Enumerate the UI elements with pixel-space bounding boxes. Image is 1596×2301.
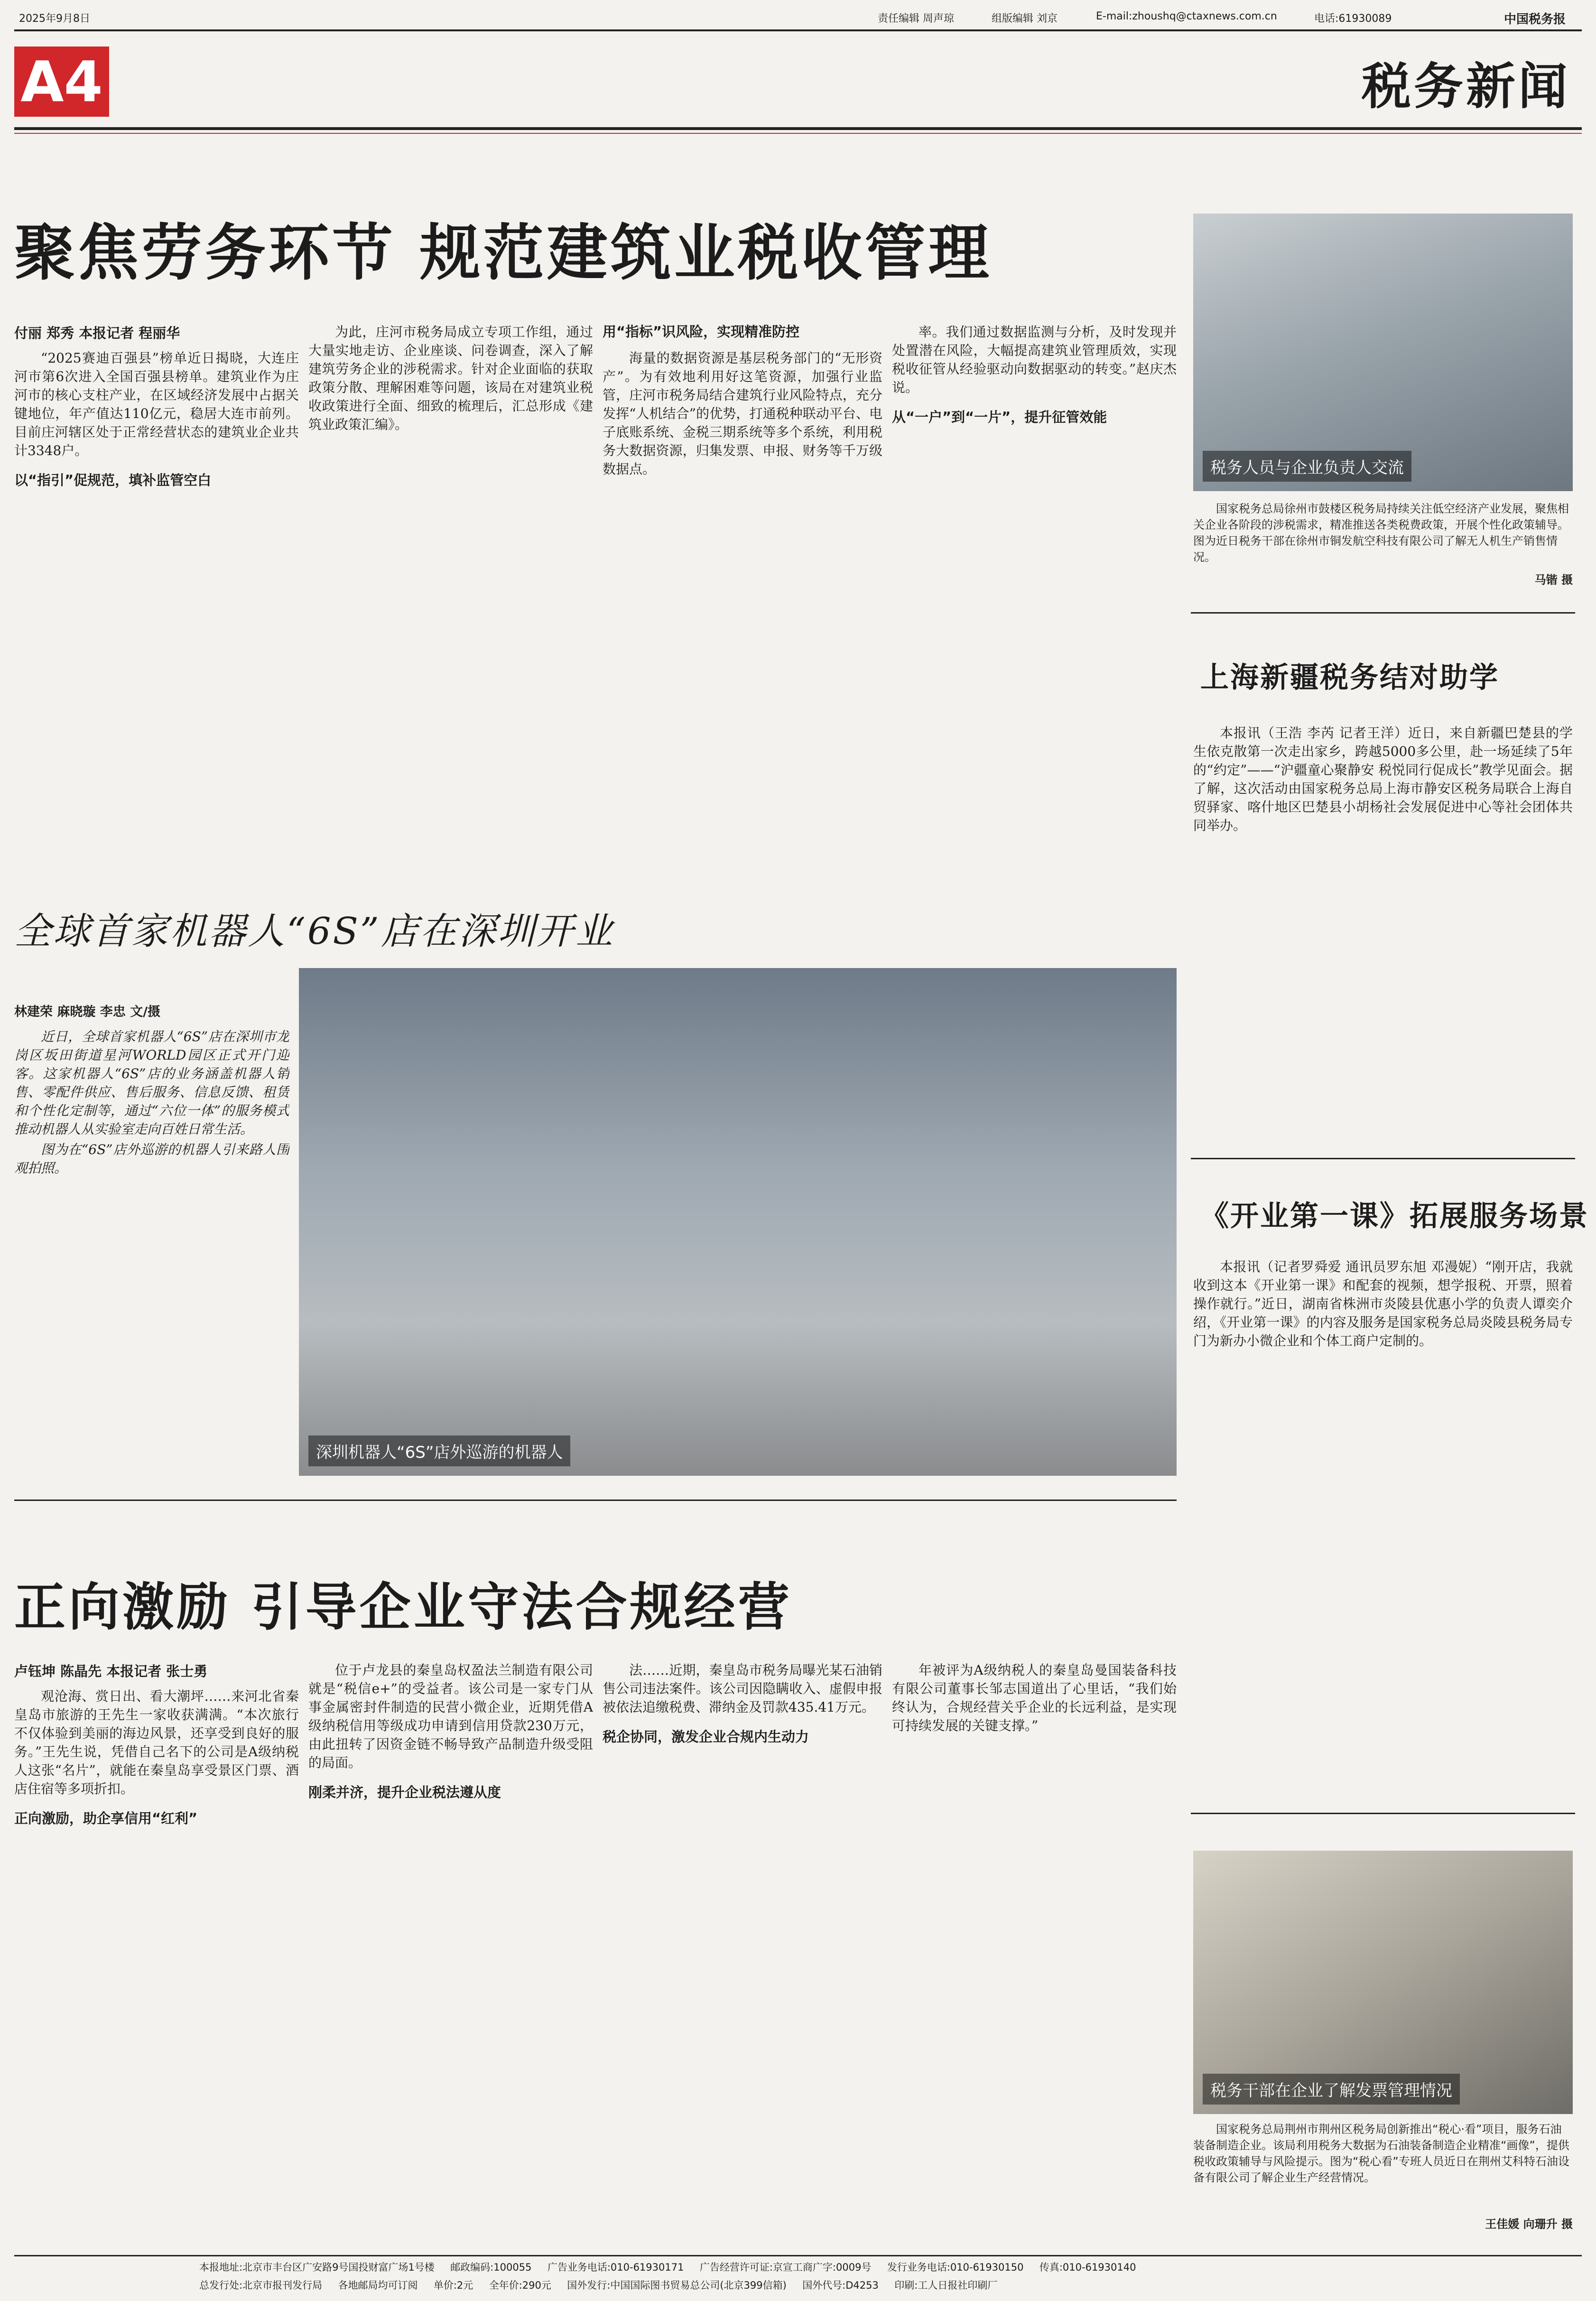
article5-headline: 正向激励 引导企业守法合规经营 (14, 1577, 792, 1637)
article5-column-2 (308, 1661, 593, 2242)
footer-foreign-distribution: 国外发行:中国国际图书贸易总公司(北京399信箱) (567, 2280, 787, 2291)
article1-column-4 (892, 323, 1177, 845)
photo-oil-equipment-label: 税务干部在企业了解发票管理情况 (1203, 2074, 1460, 2105)
right-divider-2 (1191, 1158, 1575, 1159)
photo1-credit: 马锴 摄 (1534, 573, 1573, 587)
footer-unit-price: 单价:2元 (433, 2280, 473, 2291)
footer-ad-license: 广告经营许可证:京宣工商广字:0009号 (699, 2262, 872, 2273)
footer-postcode: 邮政编码:100055 (450, 2262, 532, 2273)
article1-column-1 (14, 349, 299, 823)
photo2-credit: 王佳媛 向珊升 摄 (1485, 2217, 1573, 2231)
photo-oil-equipment (1193, 1851, 1573, 2114)
article1-byline: 付丽 郑秀 本报记者 程丽华 (14, 325, 180, 341)
newspaper-name: 中国税务报 (1504, 12, 1566, 27)
section-rule-red (14, 133, 1582, 134)
photo-drone-company-label: 税务人员与企业负责人交流 (1203, 451, 1411, 482)
article1-col2-text: 为此，庄河市税务局成立专项工作组，通过大量实地走访、企业座谈、问卷调查，深入了解建筑劳务企业的涉税需求。针对企业面临的获取政策分散、理解困难等问题，该局在对建筑业税收政策进行全面、细致的梳理后，汇总形成《建筑业政策汇编》。 (308, 324, 593, 432)
article3-caption: 图为在“6S”店外巡游的机器人引来路人围观拍照。 (14, 1142, 289, 1176)
article5-subheading-3: 税企协同，激发企业合规内生动力 (603, 1729, 809, 1745)
footer-distribution-phone: 发行业务电话:010-61930150 (887, 2262, 1024, 2273)
article5-subheading-2: 刚柔并济，提升企业税法遵从度 (308, 1784, 501, 1800)
right-divider-3 (1191, 1813, 1575, 1814)
article1-column-3 (603, 323, 882, 845)
editor-phone: 电话:61930089 (1314, 13, 1392, 25)
footer-foreign-code: 国外代号:D4253 (802, 2280, 879, 2291)
article1-subheading-3: 从“一户”到“一片”，提升征管效能 (892, 409, 1107, 425)
article3-headline: 全球首家机器人“6S”店在深圳开业 (14, 910, 614, 953)
article1-col1-text: “2025赛迪百强县”榜单近日揭晓，大连庄河市第6次进入全国百强县榜单。建筑业作为庄河市的核心支柱产业，在区域经济发展中占据关键地位，年产值达110亿元，稳居大连市前列。目前庄河辖区处于正常经营状态的建筑业企业共计3348户。 (14, 350, 299, 458)
photo1-caption: 国家税务总局徐州市鼓楼区税务局持续关注低空经济产业发展，聚焦相关企业各阶段的涉税需求，精准推送各类税费政策，开展个性化政策辅导。图为近日税务干部在徐州市铜发航空科技有限公司了解无人机生产销售情况。 (1193, 502, 1569, 564)
footer-address: 本报地址:北京市丰台区广安路9号国投财富广场1号楼 (199, 2262, 435, 2273)
section-rule (14, 127, 1582, 130)
article1-headline: 聚焦劳务环节 规范建筑业税收管理 (14, 217, 992, 289)
article5-col2-text: 位于卢龙县的秦皇岛权盈法兰制造有限公司就是“税信e+”的受益者。该公司是一家专门从事金属密封件制造的民营小微企业，近期凭借A级纳税信用等级成功申请到信用贷款230万元，由此扭转了因资金链不畅导致产品制造升级受阻的局面。 (308, 1662, 593, 1770)
article5-col4-text: 年被评为A级纳税人的秦皇岛曼国装备科技有限公司董事长邹志国道出了心里话，“我们始终认为，合规经营关乎企业的长远利益，是实现可持续发展的关键支撑。” (892, 1662, 1177, 1733)
article4-headline: 《开业第一课》拓展服务场景 (1200, 1200, 1589, 1233)
header-rule (14, 29, 1582, 31)
editor-credit: 责任编辑 周声琼 (878, 13, 954, 25)
footer-line-2 (199, 2278, 997, 2292)
article5-col1-text: 观沧海、赏日出、看大潮坪……来河北省秦皇岛市旅游的王先生一家收获满满。“本次旅行不仅体验到美丽的海边风景，还享受到良好的服务。”王先生说，凭借自己名下的公司是A级纳税人这张“名片”，就能在秦皇岛享受景区门票、酒店住宿等多项折扣。 (14, 1688, 299, 1797)
article5-byline: 卢钰坤 陈晶先 本报记者 张士勇 (14, 1663, 208, 1679)
article1-col4-text: 率。我们通过数据监测与分析，及时发现并处置潜在风险，大幅提高建筑业管理质效，实现税收征管从经验驱动向数据驱动的转变。”赵庆杰说。 (892, 324, 1177, 395)
footer-ad-phone: 广告业务电话:010-61930171 (547, 2262, 684, 2273)
footer-rule (14, 2255, 1582, 2256)
article5-top-rule (14, 1500, 1177, 1501)
footer-printer: 印刷:工人日报社印刷厂 (894, 2280, 998, 2291)
article3-text: 近日，全球首家机器人“6S”店在深圳市龙岗区坂田街道星河WORLD园区正式开门迎客。这家机器人“6S”店的业务涵盖机器人销售、零配件供应、售后服务、信息反馈、租赁和个性化定制等，通过“六位一体”的服务模式推动机器人从实验室走向百姓日常生活。 (14, 1029, 289, 1137)
article2-text: 本报讯（王浩 李芮 记者王洋）近日，来自新疆巴楚县的学生依克散第一次走出家乡，跨越5000多公里，赴一场延续了5年的“约定”——“沪疆童心聚静安 税悦同行促成长”教学见面会。据了解，这次活动由国家税务总局上海市静安区税务局联合上海自贸驿家、喀什地区巴楚县小胡杨社会发展促进中心等社会团体共同举办。 (1193, 725, 1573, 833)
footer-distributor: 总发行处:北京市报刊发行局 (199, 2280, 323, 2291)
article1-column-2 (308, 323, 593, 845)
footer-annual-price: 全年价:290元 (489, 2280, 551, 2291)
footer-fax: 传真:010-61930140 (1039, 2262, 1136, 2273)
editor-email: E-mail:zhoushq@ctaxnews.com.cn (1096, 10, 1277, 22)
article3-byline: 林建荣 麻晓璇 李忠 文/摄 (14, 1005, 161, 1019)
photo2-caption: 国家税务总局荆州市荆州区税务局创新推出“税心·看”项目，服务石油装备制造企业。该局利用税务大数据为石油装备制造企业精准“画像”，提供税收政策辅导与风险提示。图为“税心看”专班人员近日在荆州艾科特石油设备有限公司了解企业生产经营情况。 (1193, 2123, 1569, 2184)
article1-col3-text: 海量的数据资源是基层税务部门的“无形资产”。为有效地利用好这笔资源，加强行业监管，庄河市税务局结合建筑行业风险特点，充分发挥“人机结合”的优势，打通税种联动平台、电子底账系统、金税三期系统等多个系统，利用税务大数据资源，归集发票、申报、财务等千万级数据点。 (603, 350, 882, 477)
footer-subscription: 各地邮局均可订阅 (338, 2280, 418, 2291)
right-divider-1 (1191, 612, 1575, 614)
article5-subheading-1: 正向激励，助企享信用“红利” (14, 1810, 198, 1826)
article1-subheading-1: 以“指引”促规范，填补监管空白 (14, 472, 212, 488)
article5-col3-text: 法……近期，秦皇岛市税务局曝光某石油销售公司违法案件。该公司因隐瞒收入、虚假申报被依法追缴税费、滞纳金及罚款435.41万元。 (603, 1662, 882, 1715)
issue-date: 2025年9月8日 (19, 13, 90, 25)
photo-drone-company (1193, 214, 1573, 491)
photo-robot-store (299, 968, 1177, 1476)
article2-headline: 上海新疆税务结对助学 (1200, 661, 1499, 694)
article1-subheading-2: 用“指标”识风险，实现精准防控 (603, 324, 800, 340)
article5-column-3 (603, 1661, 882, 2242)
photo-robot-store-label: 深圳机器人“6S”店外巡游的机器人 (308, 1435, 570, 1466)
article5-column-1 (14, 1687, 299, 2242)
article3-body (14, 1027, 289, 1407)
article5-column-4 (892, 1661, 1177, 2242)
article4-text: 本报讯（记者罗舜爱 通讯员罗东旭 邓漫妮）“刚开店，我就收到这本《开业第一课》和配套的视频，想学报税、开票，照着操作就行。”近日，湖南省株洲市炎陵县优惠小学的负责人谭奕介绍，《开业第一课》的内容及服务是国家税务总局炎陵县税务局专门为新办小微企业和个体工商户定制的。 (1193, 1259, 1573, 1349)
footer-line-1 (199, 2260, 1136, 2274)
page-number-badge: A4 (14, 47, 109, 117)
article4-body (1193, 1258, 1573, 1803)
layout-editor-credit: 组版编辑 刘京 (992, 13, 1058, 25)
section-title: 税务新闻 (1361, 57, 1570, 115)
article2-body (1193, 724, 1573, 1198)
